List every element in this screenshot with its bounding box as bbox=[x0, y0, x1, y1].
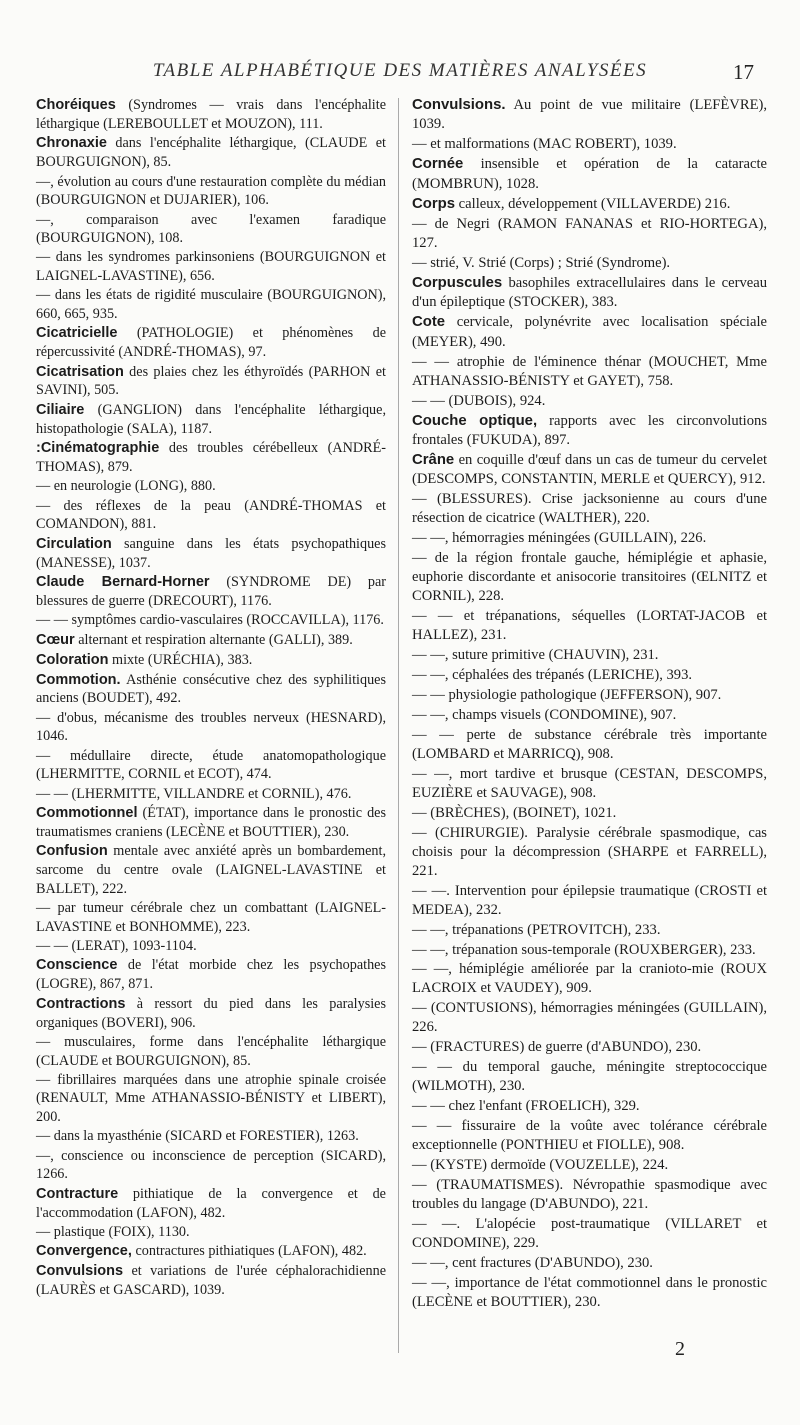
entry-text: — dans la myasthénie (SICARD et FORESTIER), 1263. bbox=[36, 1128, 359, 1145]
index-entry bbox=[36, 497, 386, 534]
entry-text: — —, céphalées des trépanés (LERICHE), 393. bbox=[412, 666, 693, 683]
page-number: 17 bbox=[733, 60, 754, 84]
entry-text: (GANGLION) dans l'encéphalite léthargique, histopathologie (SALA), 1187. bbox=[36, 401, 386, 437]
index-entry bbox=[412, 824, 767, 881]
index-entry bbox=[36, 631, 386, 650]
entry-heading: Convergence, bbox=[36, 1243, 132, 1260]
entry-heading: Contracture bbox=[36, 1185, 119, 1202]
index-entry bbox=[36, 709, 386, 746]
entry-text: — —, hémiplégie améliorée par la cranioto-mie (ROUX LACROIX et VAUDEY), 909. bbox=[412, 961, 767, 997]
entry-heading: :Cinématographie bbox=[36, 440, 160, 457]
index-entry bbox=[36, 173, 386, 210]
entry-text: — — chez l'enfant (FROELICH), 329. bbox=[412, 1098, 640, 1115]
entry-heading: Cornée bbox=[412, 156, 464, 173]
index-entry bbox=[412, 960, 767, 998]
index-entry bbox=[36, 956, 386, 993]
index-entry bbox=[412, 529, 767, 548]
signature-mark: 2 bbox=[675, 1338, 685, 1360]
entry-heading: Circulation bbox=[36, 535, 112, 552]
entry-text: — — fissuraire de la voûte avec tolérance cérébrale exceptionnelle (PONTHIEU et FIOLLE), 908. bbox=[412, 1118, 767, 1154]
entry-heading: Contractions bbox=[36, 995, 126, 1012]
index-entry bbox=[36, 211, 386, 248]
entry-heading: Cicatricielle bbox=[36, 325, 118, 342]
index-entry bbox=[412, 549, 767, 606]
entry-heading: Convulsions bbox=[36, 1263, 124, 1280]
index-entry bbox=[412, 804, 767, 823]
index-entry bbox=[412, 1038, 767, 1057]
entry-text: cervicale, polynévrite avec localisation spéciale (MEYER), 490. bbox=[412, 314, 767, 350]
entry-text: — strié, V. Strié (Corps) ; Strié (Syndrome). bbox=[412, 254, 671, 271]
entry-heading: Cote bbox=[412, 314, 446, 331]
entry-text: —, conscience ou inconscience de perception (SICARD), 1266. bbox=[36, 1147, 386, 1183]
index-entry bbox=[36, 573, 386, 610]
index-entry bbox=[412, 274, 767, 312]
entry-heading: Coloration bbox=[36, 651, 109, 668]
entry-heading: Crâne bbox=[412, 451, 455, 468]
index-entry bbox=[412, 882, 767, 920]
index-entry bbox=[36, 535, 386, 572]
column-divider bbox=[398, 98, 399, 1353]
index-entry bbox=[36, 1242, 386, 1261]
entry-text: — — atrophie de l'éminence thénar (MOUCHET, Mme ATHANASSIO-BÉNISTY et GAYET), 758. bbox=[412, 353, 767, 389]
index-entry bbox=[412, 96, 767, 134]
entry-text: — dans les états de rigidité musculaire (BOURGUIGNON), 660, 665, 935. bbox=[36, 287, 386, 322]
index-entry bbox=[36, 363, 386, 400]
entry-text: alternant et respiration alternante (GALLI), 389. bbox=[74, 631, 353, 648]
index-entry bbox=[412, 666, 767, 685]
entry-text: — de la région frontale gauche, hémiplégie et aphasie, euphorie discordante et anisocorie transitoires (ŒLNITZ et CORNIL), 228. bbox=[412, 550, 767, 605]
index-entry bbox=[412, 765, 767, 803]
entry-text: — —, importance de l'état commotionnel dans le pronostic (LECÈNE et BOUTTIER), 230. bbox=[412, 1274, 767, 1310]
entry-text: — —, trépanation sous-temporale (ROUXBERGER), 233. bbox=[412, 941, 756, 958]
entry-text: — —, trépanations (PETROVITCH), 233. bbox=[412, 921, 661, 938]
entry-text: — — du temporal gauche, méningite streptococcique (WILMOTH), 230. bbox=[412, 1059, 767, 1095]
index-entry bbox=[412, 646, 767, 665]
entry-text: — en neurologie (LONG), 880. bbox=[36, 478, 216, 495]
right-column bbox=[412, 96, 767, 1313]
index-entry bbox=[412, 392, 767, 411]
index-entry bbox=[412, 706, 767, 725]
index-entry bbox=[36, 1262, 386, 1299]
index-entry bbox=[412, 135, 767, 154]
entry-text: — par tumeur cérébrale chez un combattant (LAIGNEL-LAVASTINE et BONHOMME), 223. bbox=[36, 900, 386, 935]
entry-text: Au point de vue militaire (LEFÈVRE), 1039. bbox=[412, 97, 767, 133]
index-entry bbox=[412, 1117, 767, 1155]
entry-text: insensible et opération de la cataracte (MOMBRUN), 1028. bbox=[412, 156, 767, 192]
entry-text: — dans les syndromes parkinsoniens (BOURGUIGNON et LAIGNEL-LAVASTINE), 656. bbox=[36, 249, 386, 284]
index-entry bbox=[36, 248, 386, 285]
index-entry bbox=[36, 937, 386, 955]
entry-text: — de Negri (RAMON FANANAS et RIO-HORTEGA), 127. bbox=[412, 216, 767, 251]
entry-text: — musculaires, forme dans l'encéphalite léthargique (CLAUDE et BOURGUIGNON), 85. bbox=[36, 1034, 386, 1069]
entry-text: — —, suture primitive (CHAUVIN), 231. bbox=[412, 646, 659, 663]
entry-heading: Choréiques bbox=[36, 97, 116, 113]
entry-text: mixte (URÉCHIA), 383. bbox=[108, 651, 253, 668]
entry-heading: Corps bbox=[412, 195, 456, 212]
index-entry bbox=[36, 1033, 386, 1070]
index-entry bbox=[36, 1223, 386, 1241]
index-entry bbox=[412, 254, 767, 273]
index-entry bbox=[36, 324, 386, 361]
index-entry bbox=[412, 313, 767, 351]
entry-heading: Couche optique, bbox=[412, 412, 538, 429]
entry-heading: Convulsions. bbox=[412, 97, 506, 113]
entry-text: — — et trépanations, séquelles (LORTAT-JACOB et HALLEZ), 231. bbox=[412, 608, 767, 643]
entry-text: — d'obus, mécanisme des troubles nerveux (HESNARD), 1046. bbox=[36, 709, 386, 745]
index-entry bbox=[412, 999, 767, 1037]
index-entry bbox=[412, 1156, 767, 1175]
entry-text: — (BRÈCHES), (BOINET), 1021. bbox=[412, 804, 617, 821]
entry-heading: Commotionnel bbox=[36, 805, 138, 822]
entry-text: — —, champs visuels (CONDOMINE), 907. bbox=[412, 706, 677, 723]
index-entry bbox=[36, 1185, 386, 1222]
entry-text: sanguine dans les états psychopathiques (MANESSE), 1037. bbox=[36, 535, 386, 571]
entry-heading: Ciliaire bbox=[36, 401, 85, 418]
index-entry bbox=[36, 785, 386, 803]
entry-text: — —, cent fractures (D'ABUNDO), 230. bbox=[412, 1255, 653, 1271]
index-entry bbox=[412, 1274, 767, 1312]
entry-text: (ÉTAT), importance dans le pronostic des traumatismes craniens (LECÈNE et BOUTTIER), 230. bbox=[36, 805, 386, 840]
entry-text: rapports avec les circonvolutions frontales (FUKUDA), 897. bbox=[412, 412, 768, 448]
entry-text: — (FRACTURES) de guerre (d'ABUNDO), 230. bbox=[412, 1039, 702, 1056]
entry-text: basophiles extracellulaires dans le cerveau d'un épileptique (STOCKER), 383. bbox=[412, 274, 767, 311]
index-entry bbox=[36, 804, 386, 841]
index-entry bbox=[36, 671, 386, 708]
entry-text: — (TRAUMATISMES). Névropathie spasmodique avec troubles du langage (D'ABUNDO), 221. bbox=[412, 1177, 767, 1213]
entry-text: — — perte de substance cérébrale très importante (LOMBARD et MARRICQ), 908. bbox=[412, 726, 767, 762]
entry-text: pithiatique de la convergence et de l'accommodation (LAFON), 482. bbox=[36, 1185, 386, 1221]
index-entry bbox=[36, 134, 386, 171]
entry-text: — — symptômes cardio-vasculaires (ROCCAVILLA), 1176. bbox=[36, 612, 384, 629]
index-entry bbox=[412, 353, 767, 391]
index-entry bbox=[36, 611, 386, 629]
entry-text: des plaies chez les éthyroïdés (PARHON et SAVINI), 505. bbox=[36, 363, 386, 399]
entry-text: de l'état morbide chez les psychopathes (LOGRE), 867, 871. bbox=[36, 957, 386, 993]
entry-text: (Syndromes — vrais dans l'encéphalite léthargique (LEREBOULLET et MOUZON), 111. bbox=[36, 97, 386, 132]
entry-text: — — (LERAT), 1093-1104. bbox=[36, 938, 197, 955]
entry-text: Asthénie consécutive chez des syphilitiques anciens (BOUDET), 492. bbox=[36, 671, 386, 707]
index-entry bbox=[412, 195, 767, 214]
entry-text: — médullaire directe, étude anatomopathologique (LHERMITTE, CORNIL et ECOT), 474. bbox=[36, 747, 386, 783]
entry-heading: Confusion bbox=[36, 843, 108, 860]
index-entry bbox=[36, 1127, 386, 1145]
index-entry bbox=[36, 96, 386, 133]
index-entry bbox=[36, 401, 386, 438]
index-entry bbox=[36, 995, 386, 1032]
entry-heading: Commotion. bbox=[36, 671, 121, 688]
running-title: TABLE ALPHABÉTIQUE DES MATIÈRES ANALYSÉES bbox=[152, 60, 648, 81]
entry-text: — fibrillaires marquées dans une atrophie spinale croisée (RENAULT, Mme ATHANASSIO-BÉNISTY et LIBERT), 200. bbox=[36, 1071, 386, 1125]
entry-text: — —, hémorragies méningées (GUILLAIN), 226. bbox=[412, 530, 707, 547]
entry-text: — des réflexes de la peau (ANDRÉ-THOMAS et COMANDON), 881. bbox=[36, 497, 386, 533]
entry-text: calleux, développement (VILLAVERDE) 216. bbox=[455, 195, 731, 212]
entry-text: —, comparaison avec l'examen faradique (BOURGUIGNON), 108. bbox=[36, 211, 386, 246]
entry-text: en coquille d'œuf dans un cas de tumeur du cervelet (DESCOMPS, CONSTANTIN, MERLE et QUERCY), 912. bbox=[412, 451, 767, 488]
index-entry bbox=[412, 215, 767, 253]
entry-text: —, évolution au cours d'une restauration complète du médian (BOURGUIGNON et DUJARIER), 106. bbox=[36, 173, 386, 209]
index-entry bbox=[412, 490, 767, 528]
entry-text: à ressort du pied dans les paralysies organiques (BOVERI), 906. bbox=[36, 995, 386, 1031]
entry-heading: Corpuscules bbox=[412, 274, 503, 291]
index-entry bbox=[412, 607, 767, 645]
entry-heading: Claude Bernard-Horner bbox=[36, 574, 210, 591]
entry-heading: Conscience bbox=[36, 957, 118, 974]
entry-text: (SYNDROME DE) par blessures de guerre (DRECOURT), 1176. bbox=[36, 574, 386, 609]
entry-text: — — physiologie pathologique (JEFFERSON), 907. bbox=[412, 686, 722, 703]
entry-text: — (BLESSURES). Crise jacksonienne au cours d'une résection de cicatrice (WALTHER), 220. bbox=[412, 491, 767, 527]
entry-heading: Chronaxie bbox=[36, 135, 107, 152]
index-entry bbox=[36, 899, 386, 936]
index-entry bbox=[412, 412, 767, 450]
index-entry bbox=[412, 941, 767, 960]
index-entry bbox=[36, 439, 386, 476]
index-entry bbox=[412, 921, 767, 940]
entry-heading: Cœur bbox=[36, 631, 75, 648]
entry-text: mentale avec anxiété après un bombardement, sarcome du centre ovale (LAIGNEL-LAVASTINE et BALLET), 222. bbox=[36, 843, 386, 897]
entry-text: — —. L'alopécie post-traumatique (VILLARET et CONDOMINE), 229. bbox=[412, 1216, 767, 1252]
index-entry bbox=[36, 651, 386, 670]
entry-text: et variations de l'urée céphalorachidienne (LAURÈS et GASCARD), 1039. bbox=[36, 1263, 386, 1299]
entry-text: — (CONTUSIONS), hémorragies méningées (GUILLAIN), 226. bbox=[412, 1000, 767, 1036]
entry-text: — et malformations (MAC ROBERT), 1039. bbox=[412, 136, 677, 153]
entry-text: (PATHOLOGIE) et phénomènes de répercussivité (ANDRÉ-THOMAS), 97. bbox=[36, 325, 386, 361]
entry-text: — (KYSTE) dermoïde (VOUZELLE), 224. bbox=[412, 1157, 669, 1174]
index-entry bbox=[412, 1058, 767, 1096]
entry-text: — — (DUBOIS), 924. bbox=[412, 392, 546, 409]
index-entry bbox=[36, 286, 386, 323]
entry-text: — —. Intervention pour épilepsie traumatique (CROSTI et MEDEA), 232. bbox=[412, 882, 767, 918]
index-entry bbox=[36, 1147, 386, 1184]
entry-text: — —, mort tardive et brusque (CESTAN, DESCOMPS, EUZIÈRE et SAUVAGE), 908. bbox=[412, 765, 767, 801]
entry-text: contractures pithiatiques (LAFON), 482. bbox=[131, 1243, 367, 1260]
entry-text: — — (LHERMITTE, VILLANDRE et CORNIL), 476. bbox=[36, 785, 352, 802]
index-entry bbox=[36, 1071, 386, 1126]
entry-text: des troubles cérébelleux (ANDRÉ-THOMAS), 879. bbox=[36, 440, 386, 475]
index-entry bbox=[412, 1254, 767, 1273]
index-entry bbox=[412, 726, 767, 764]
index-entry bbox=[36, 842, 386, 898]
entry-text: — plastique (FOIX), 1130. bbox=[36, 1223, 190, 1240]
index-entry bbox=[412, 155, 767, 193]
index-entry bbox=[412, 1097, 767, 1116]
index-entry bbox=[36, 477, 386, 495]
index-entry bbox=[412, 686, 767, 705]
entry-heading: Cicatrisation bbox=[36, 363, 124, 380]
index-entry bbox=[412, 1215, 767, 1253]
index-entry bbox=[412, 451, 767, 489]
left-column bbox=[36, 96, 386, 1301]
entry-text: — (CHIRURGIE). Paralysie cérébrale spasmodique, cas choisis pour la décompression (SHARPE et FARRELL), 221. bbox=[412, 824, 767, 879]
entry-text: dans l'encéphalite léthargique, (CLAUDE et BOURGUIGNON), 85. bbox=[36, 135, 386, 171]
index-entry bbox=[412, 1176, 767, 1214]
index-entry bbox=[36, 747, 386, 784]
